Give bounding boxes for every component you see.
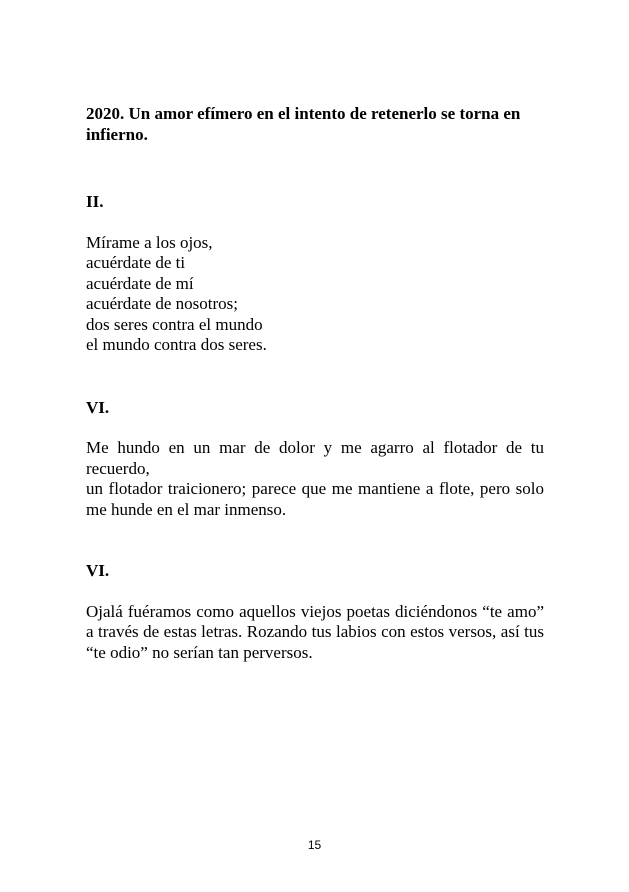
verse-line: dos seres contra el mundo: [86, 314, 263, 334]
prose-section-vi-first: [86, 438, 544, 520]
section-heading-ii: II.: [86, 192, 104, 211]
section-heading-vi-first: VI.: [86, 397, 110, 417]
verse-section-ii: [86, 233, 544, 356]
section-heading-vi-second: VI.: [86, 561, 110, 580]
verse-line: acuérdate de nosotros;: [86, 294, 238, 313]
verse-line: acuérdate de ti: [86, 253, 186, 272]
verse-line: acuérdate de mí: [86, 273, 194, 293]
prose-paragraph: Ojalá fuéramos como aquellos viejos poetas diciéndonos “te amo” a través de estas letras. Rozando tus labios con estos versos, así tus “te odio” no serían tan perversos.: [86, 601, 544, 662]
page-content: [86, 104, 544, 663]
prose-section-vi-second: [86, 602, 544, 664]
verse-line: Mírame a los ojos,: [86, 232, 213, 252]
page-number: 15: [307, 838, 322, 852]
verse-line: el mundo contra dos seres.: [86, 335, 267, 354]
prose-paragraph: un flotador traicionero; parece que me mantiene a flote, pero solo me hunde en el mar inmenso.: [86, 479, 544, 519]
poem-collection-title: 2020. Un amor efímero en el intento de retenerlo se torna en infierno.: [86, 104, 521, 144]
prose-paragraph: Me hundo en un mar de dolor y me agarro al flotador de tu recuerdo,: [86, 438, 544, 478]
